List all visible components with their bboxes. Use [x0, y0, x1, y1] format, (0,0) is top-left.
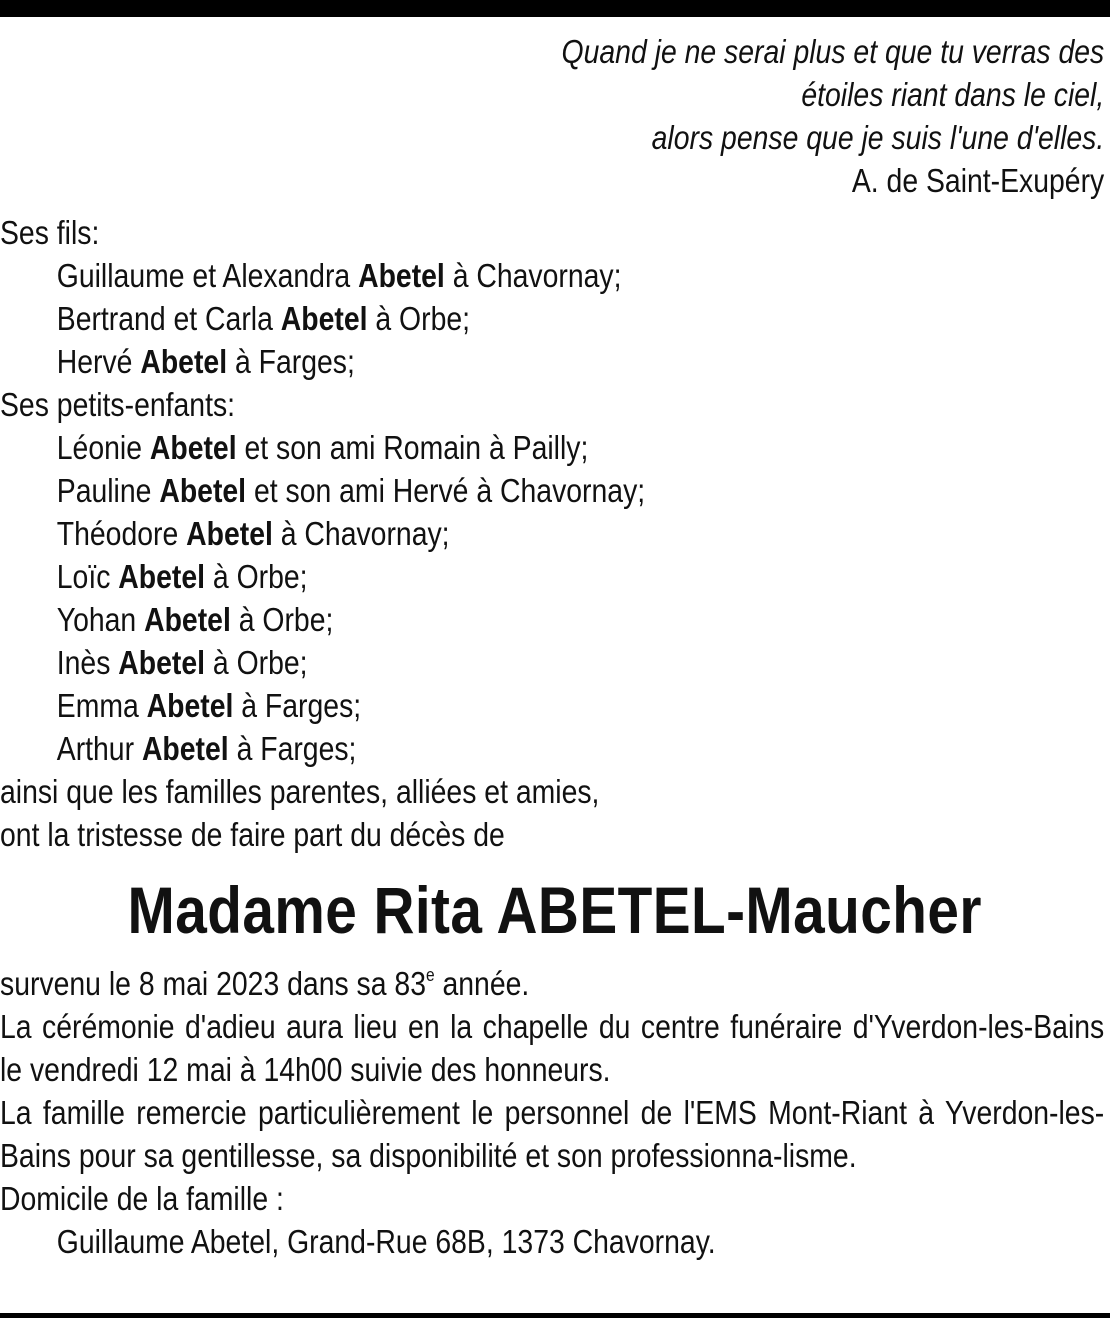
thanks-paragraph: La famille remercie particulièrement le personnel de l'EMS Mont-Riant à Yverdon-les-Bains pour sa gentillesse, sa disponibilité et son professionna-lisme. — [0, 1094, 1105, 1174]
notice-upper — [0, 30, 1104, 856]
grandchild-entry: Inès Abetel à Orbe; — [56, 644, 308, 681]
announcement-line: ont la tristesse de faire part du décès de — [0, 816, 505, 853]
grandchild-entry: Arthur Abetel à Farges; — [56, 730, 357, 767]
death-date-line: survenu le 8 mai 2023 dans sa 83e année. — [0, 965, 530, 1002]
son-entry: Bertrand et Carla Abetel à Orbe; — [56, 300, 471, 337]
epigraph-quote — [0, 30, 1104, 202]
quote-line: étoiles riant dans le ciel, — [801, 76, 1105, 113]
deceased-name-block — [0, 870, 1110, 950]
quote-line: alors pense que je suis l'une d'elles. — [651, 119, 1105, 156]
bottom-rule — [0, 1313, 1110, 1318]
grandchildren-heading: Ses petits-enfants: — [0, 386, 236, 423]
grandchild-entry: Léonie Abetel et son ami Romain à Pailly; — [56, 429, 589, 466]
deceased-name: Madame Rita ABETEL-Maucher — [127, 873, 983, 947]
notice-lower — [0, 962, 1104, 1263]
grandchild-entry: Loïc Abetel à Orbe; — [56, 558, 308, 595]
grandchild-entry: Emma Abetel à Farges; — [56, 687, 362, 724]
sons-heading: Ses fils: — [0, 214, 100, 251]
quote-line: Quand je ne serai plus et que tu verras des — [561, 33, 1105, 70]
son-entry: Guillaume et Alexandra Abetel à Chavornay; — [56, 257, 622, 294]
families-line: ainsi que les familles parentes, alliées et amies, — [0, 773, 600, 810]
top-rule — [0, 0, 1110, 17]
grandchild-entry: Pauline Abetel et son ami Hervé à Chavornay; — [56, 472, 646, 509]
grandchild-entry: Yohan Abetel à Orbe; — [56, 601, 334, 638]
quote-author: A. de Saint-Exupéry — [851, 162, 1105, 199]
grandchild-entry: Théodore Abetel à Chavornay; — [56, 515, 450, 552]
ceremony-paragraph: La cérémonie d'adieu aura lieu en la chapelle du centre funéraire d'Yverdon-les-Bains le vendredi 12 mai à 14h00 suivie des honneurs. — [0, 1008, 1105, 1088]
domicile-address: Guillaume Abetel, Grand-Rue 68B, 1373 Chavornay. — [56, 1223, 716, 1260]
domicile-heading: Domicile de la famille : — [0, 1180, 284, 1217]
son-entry: Hervé Abetel à Farges; — [56, 343, 355, 380]
